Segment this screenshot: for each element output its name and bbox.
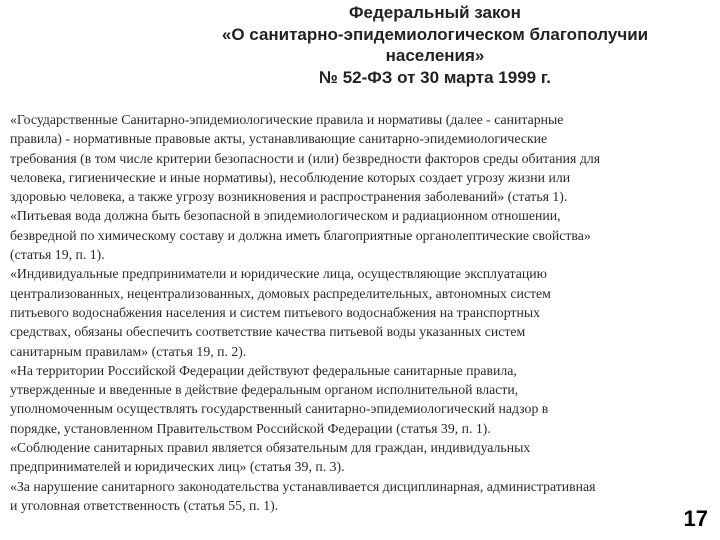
title-line-law-type: Федеральный закон — [349, 3, 521, 22]
body-line: «Государственные Санитарно-эпидемиологические правила и нормативы (далее - санитарные — [10, 112, 564, 127]
body-line: человека, гигиенические и иные нормативы), несоблюдение которых создает угрозу жизни или — [10, 169, 571, 185]
body-line: и уголовная ответственность (статья 55, п. 1). — [10, 497, 279, 513]
title-line-law-name: «О санитарно-эпидемиологическом благополучии — [221, 24, 649, 44]
body-line: правила) - нормативные правовые акты, устанавливающие санитарно-эпидемиологические — [10, 131, 548, 147]
body-line: утвержденные и введенные в действие федеральным органом исполнительной власти, — [10, 382, 519, 398]
body-line: безвредной по химическому составу и должна иметь благоприятные органолептические свойства» — [10, 227, 591, 243]
body-line: средствах, обязаны обеспечить соответствие качества питьевой воды указанных систем — [10, 324, 526, 340]
body-line: санитарным правилам» (статья 19, п. 2). — [10, 343, 247, 359]
title-line-law-name-cont: населения» — [385, 46, 485, 65]
body-line: «За нарушение санитарного законодательства устанавливается дисциплинарная, административная — [10, 478, 596, 494]
title-line-law-number: № 52-ФЗ от 30 марта 1999 г. — [319, 67, 551, 87]
page-number: 17 — [683, 506, 708, 531]
body-line: уполномоченным осуществлять государственный санитарно-эпидемиологический надзор в — [10, 401, 549, 417]
body-line: порядке, установленном Правительством Российской Федерации (статья 39, п. 1). — [10, 420, 491, 436]
document-title — [150, 2, 720, 88]
document-body — [10, 110, 706, 515]
body-line: предпринимателей и юридических лиц» (статья 39, п. 3). — [10, 459, 345, 475]
body-line: (статья 19, п. 1). — [10, 247, 105, 263]
body-line: «Соблюдение санитарных правил является обязательным для граждан, индивидуальных — [10, 440, 531, 456]
body-line: питьевого водоснабжения населения и систем питьевого водоснабжения на транспортных — [10, 304, 540, 320]
body-line: здоровью человека, а также угрозу возникновения и распространения заболеваний» (статья 1). — [10, 189, 568, 205]
body-line: требования (в том числе критерии безопасности и (или) безвредности факторов среды обитания для — [10, 150, 601, 166]
body-line: «Питьевая вода должна быть безопасной в эпидемиологическом и радиационном отношении, — [10, 208, 561, 224]
body-line: централизованных, нецентрализованных, домовых распределительных, автономных систем — [10, 285, 551, 301]
body-line: «Индивидуальные предприниматели и юридические лица, осуществляющие эксплуатацию — [10, 266, 547, 282]
body-line: «На территории Российской Федерации действуют федеральные санитарные правила, — [10, 362, 517, 378]
